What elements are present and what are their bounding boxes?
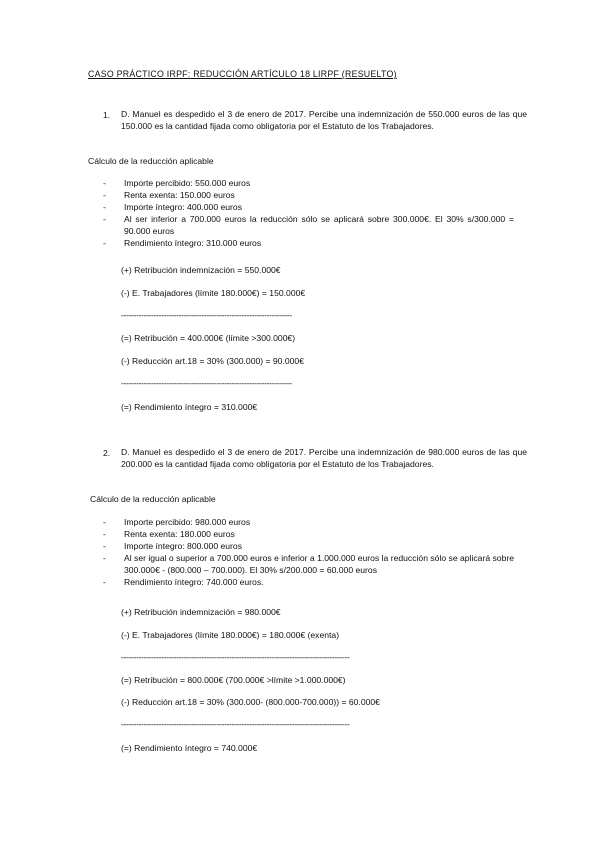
case-1-heading: Cálculo de la reducción aplicable [88, 156, 214, 166]
calc-line: (+) Retribución indemnización = 550.000€ [121, 265, 281, 275]
calc-line: (-) Reducción art.18 = 30% (300.000) = 90.000€ [121, 356, 304, 366]
calc-line: (-) Reducción art.18 = 30% (300.000- (800.000-700.000)) = 60.000€ [121, 697, 380, 707]
list-item: - Al ser inferior a 700.000 euros la reducción sólo se aplicará sobre 300.000€. El 30% s/300.000 = 90.000 euros [103, 214, 514, 238]
list-item: - Importe percibido: 550.000 euros [103, 178, 514, 190]
list-item: - Renta exenta: 180.000 euros [103, 529, 514, 541]
calc-line: (=) Rendimiento íntegro = 310.000€ [121, 402, 258, 412]
case-2-heading: Cálculo de la reducción aplicable [90, 494, 216, 504]
separator: -------------------------------------------------------------------- [121, 310, 292, 320]
calc-line: (=) Rendimiento íntegro = 740.000€ [121, 743, 258, 753]
page-title: CASO PRÁCTICO IRPF: REDUCCIÓN ARTÍCULO 18 LIRPF (RESUELTO) [88, 69, 397, 79]
separator: ------------------------------------------------------------------------------------------- [121, 719, 350, 729]
list-item: - Al ser igual o superior a 700.000 euros e inferior a 1.000.000 euros la reducción sólo se aplicará sobre 300.000€ - (800.000 – 700.000). El 30% s/200.000 = 60.000 euros [103, 553, 514, 577]
case-2-number: 2. [103, 448, 111, 458]
calc-line: (-) E. Trabajadores (límite 180.000€) = 150.000€ [121, 288, 306, 298]
case-1-bullet-list [103, 178, 514, 249]
calc-line: (+) Retribución indemnización = 980.000€ [121, 607, 281, 617]
calc-line: (=) Retribución = 400.000€ (límite >300.000€) [121, 333, 296, 343]
calc-line: (=) Retribución = 800.000€ (700.000€ >límite >1.000.000€) [121, 675, 346, 685]
calc-line: (-) E. Trabajadores (límite 180.000€) = 180.000€ (exenta) [121, 630, 340, 640]
list-item: - Rendimiento íntegro: 740.000 euros. [103, 577, 514, 589]
separator: -------------------------------------------------------------------- [121, 378, 292, 388]
list-item: - Importe íntegro: 400.000 euros [103, 202, 514, 214]
separator: ------------------------------------------------------------------------------------------- [121, 652, 350, 662]
case-2-bullet-list [103, 517, 514, 588]
case-1-statement: D. Manuel es despedido el 3 de enero de 2017. Percibe una indemnización de 550.000 euros de las que 150.000 es la cantidad fijada como obligatoria por el Estatuto de los Trabajadores. [121, 109, 527, 132]
case-2-statement: D. Manuel es despedido el 3 de enero de 2017. Percibe una indemnización de 980.000 euros de las que 200.000 es la cantidad fijada como obligatoria por el Estatuto de los Trabajadores. [121, 447, 527, 470]
case-1-number: 1. [103, 110, 111, 120]
list-item: - Importe percibido: 980.000 euros [103, 517, 514, 529]
list-item: - Rendimiento íntegro: 310.000 euros [103, 238, 514, 250]
list-item: - Importe íntegro: 800.000 euros [103, 541, 514, 553]
list-item: - Renta exenta: 150.000 euros [103, 190, 514, 202]
